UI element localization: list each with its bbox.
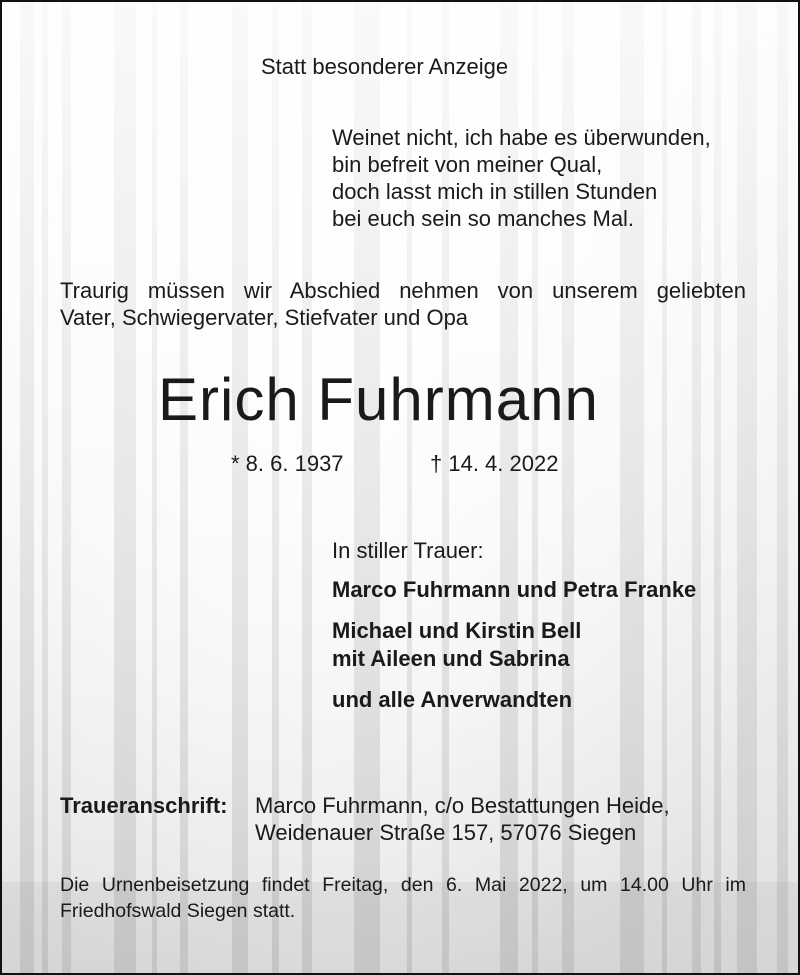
mourner-line: Michael und Kirstin Bell [332, 618, 582, 643]
birth-date: * 8. 6. 1937 [231, 451, 344, 476]
mourner-line: und alle Anverwandten [332, 687, 573, 712]
intro-line: Traurig müssen wir Abschied nehmen von unserem geliebten [60, 278, 746, 303]
address-line: Weidenauer Straße 157, 57076 Siegen [255, 820, 637, 845]
burial-line: Friedhofswald Siegen statt. [60, 900, 296, 922]
header-text: Statt besonderer Anzeige [261, 54, 509, 79]
death-date: † 14. 4. 2022 [430, 451, 559, 476]
intro-line: Vater, Schwiegervater, Stiefvater und Opa [60, 305, 469, 330]
deceased-name: Erich Fuhrmann [158, 366, 599, 433]
mourner-line: Marco Fuhrmann und Petra Franke [332, 577, 697, 602]
address-label: Traueranschrift: [60, 793, 228, 818]
burial-line: Die Urnenbeisetzung findet Freitag, den 6. Mai 2022, um 14.00 Uhr im [60, 874, 746, 896]
mourner-line: mit Aileen und Sabrina [332, 646, 570, 671]
poem-line: bin befreit von meiner Qual, [332, 152, 603, 177]
poem-line: doch lasst mich in stillen Stunden [332, 179, 658, 204]
poem-line: bei euch sein so manches Mal. [332, 206, 635, 231]
mourners-label: In stiller Trauer: [332, 538, 484, 563]
address-line: Marco Fuhrmann, c/o Bestattungen Heide, [255, 793, 670, 818]
poem-line: Weinet nicht, ich habe es überwunden, [332, 125, 711, 150]
notice-content [2, 2, 800, 975]
